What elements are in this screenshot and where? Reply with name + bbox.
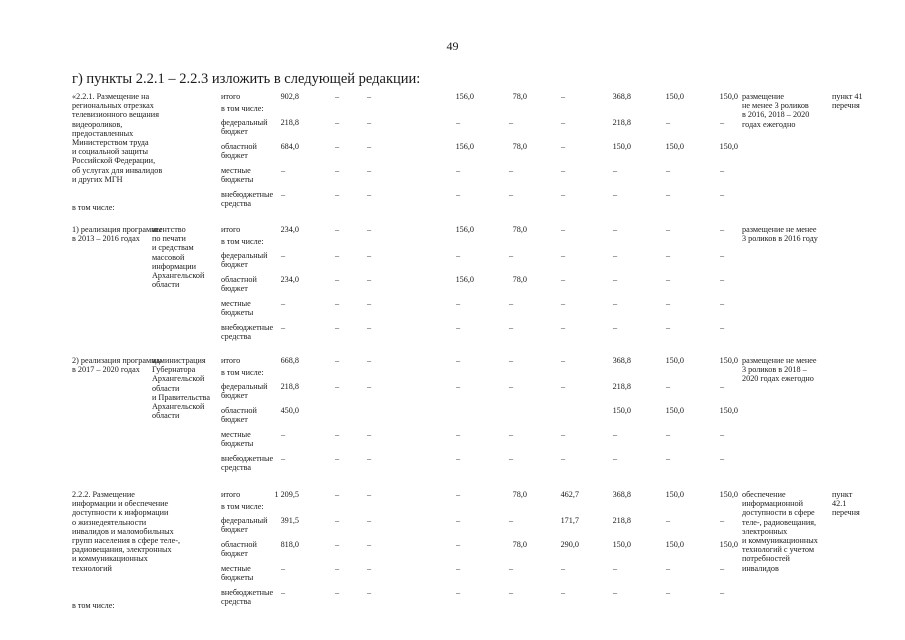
funding-value: –: [612, 166, 618, 175]
funding-value: 218,8: [280, 118, 299, 127]
funding-value: 150,0: [719, 540, 738, 549]
funding-source-label: местные бюджеты: [221, 166, 254, 185]
funding-value: –: [612, 275, 618, 284]
funding-value: –: [719, 118, 725, 127]
funding-value: 156,0: [455, 225, 474, 234]
funding-value: –: [560, 454, 566, 463]
funding-value: –: [719, 166, 725, 175]
funding-value: –: [334, 516, 340, 525]
funding-value: –: [366, 323, 372, 332]
funding-value: –: [719, 516, 725, 525]
funding-value: 78,0: [512, 142, 527, 151]
funding-value: –: [560, 588, 566, 597]
funding-value: –: [334, 430, 340, 439]
funding-value: 818,0: [280, 540, 299, 549]
funding-value: –: [334, 540, 340, 549]
funding-value: 150,0: [665, 356, 684, 365]
expected-result: обеспечение информационной доступности в сфере теле-, радиовещания, электронных и коммуникационных технологий с учетом потребностей инвалидов: [742, 490, 818, 573]
funding-value: –: [560, 275, 566, 284]
funding-value: –: [665, 275, 671, 284]
funding-value: –: [455, 166, 461, 175]
funding-value: –: [560, 190, 566, 199]
funding-value: –: [366, 564, 372, 573]
funding-value: –: [366, 142, 372, 151]
funding-value: –: [719, 251, 725, 260]
funding-source-label: внебюджетные средства: [221, 190, 274, 209]
funding-source-label: итого: [221, 225, 241, 234]
funding-source-label: внебюджетные средства: [221, 454, 274, 473]
funding-value: –: [665, 225, 671, 234]
funding-value: 150,0: [719, 356, 738, 365]
funding-source-label: федеральный бюджет: [221, 516, 268, 535]
expected-result: размещение не менее 3 роликов в 2018 – 2020 годах ежегодно: [742, 356, 817, 384]
funding-value: 78,0: [512, 275, 527, 284]
funding-value: 150,0: [665, 540, 684, 549]
funding-value: –: [665, 299, 671, 308]
funding-value: –: [508, 118, 514, 127]
funding-value: –: [612, 299, 618, 308]
funding-value: –: [455, 564, 461, 573]
row-description: «2.2.1. Размещение на региональных отрезках телевизионного вещания видеороликов, предоставленных Министерством труда и социальной защиты Российской Федерации, об услугах для инвалидов и других МГН: [72, 92, 163, 184]
funding-value: –: [560, 251, 566, 260]
funding-value: –: [560, 92, 566, 101]
funding-value: –: [508, 166, 514, 175]
funding-value: –: [612, 251, 618, 260]
funding-source-label: в том числе:: [221, 368, 264, 377]
funding-value: 234,0: [280, 225, 299, 234]
funding-value: –: [455, 356, 461, 365]
funding-value: –: [366, 166, 372, 175]
funding-value: 150,0: [612, 406, 631, 415]
funding-value: –: [334, 323, 340, 332]
funding-value: –: [612, 564, 618, 573]
funding-value: –: [665, 251, 671, 260]
funding-source-label: федеральный бюджет: [221, 118, 268, 137]
funding-value: –: [455, 588, 461, 597]
funding-value: –: [612, 588, 618, 597]
funding-value: –: [665, 564, 671, 573]
row-executor: администрация Губернатора Архангельской области и Правительства Архангельской области: [152, 356, 210, 421]
funding-value: 368,8: [612, 490, 631, 499]
funding-value: –: [455, 430, 461, 439]
funding-value: –: [280, 299, 286, 308]
funding-value: –: [508, 564, 514, 573]
funding-value: –: [665, 382, 671, 391]
funding-value: –: [719, 430, 725, 439]
row-subheading: в том числе:: [72, 601, 115, 610]
funding-value: 218,8: [280, 382, 299, 391]
funding-value: –: [334, 190, 340, 199]
funding-value: –: [334, 142, 340, 151]
funding-value: 218,8: [612, 382, 631, 391]
funding-value: –: [334, 588, 340, 597]
funding-value: 150,0: [665, 92, 684, 101]
funding-value: –: [665, 588, 671, 597]
funding-value: –: [455, 118, 461, 127]
funding-value: –: [612, 323, 618, 332]
funding-source-label: областной бюджет: [221, 406, 257, 425]
funding-value: –: [455, 323, 461, 332]
funding-value: –: [334, 166, 340, 175]
funding-value: –: [665, 430, 671, 439]
funding-value: –: [334, 490, 340, 499]
funding-value: –: [334, 92, 340, 101]
funding-value: –: [280, 166, 286, 175]
funding-value: 150,0: [719, 490, 738, 499]
funding-source-label: областной бюджет: [221, 275, 257, 294]
funding-source-label: итого: [221, 490, 241, 499]
row-description: 2) реализация программы в 2017 – 2020 годах: [72, 356, 162, 375]
funding-value: –: [334, 299, 340, 308]
funding-source-label: федеральный бюджет: [221, 251, 268, 270]
row-description: 2.2.2. Размещение информации и обеспечение доступности к информации о жизнедеятельности инвалидов и маломобильных групп населения в сфере теле-, радиовещания, электронных и коммуникационных технологий: [72, 490, 180, 573]
funding-value: –: [366, 190, 372, 199]
funding-value: –: [280, 430, 286, 439]
funding-source-label: местные бюджеты: [221, 430, 254, 449]
funding-value: –: [455, 540, 461, 549]
funding-value: 391,5: [280, 516, 299, 525]
page-number: 49: [446, 39, 459, 53]
funding-source-label: в том числе:: [221, 237, 264, 246]
funding-value: 150,0: [665, 490, 684, 499]
funding-value: –: [280, 190, 286, 199]
funding-value: –: [719, 225, 725, 234]
funding-value: –: [560, 142, 566, 151]
funding-value: –: [560, 323, 566, 332]
funding-value: –: [366, 275, 372, 284]
funding-value: –: [455, 382, 461, 391]
funding-value: 218,8: [612, 516, 631, 525]
funding-value: –: [719, 190, 725, 199]
funding-value: –: [455, 454, 461, 463]
funding-value: –: [366, 430, 372, 439]
funding-value: –: [508, 323, 514, 332]
funding-value: –: [719, 299, 725, 308]
funding-value: –: [719, 275, 725, 284]
funding-value: –: [455, 490, 461, 499]
funding-value: –: [719, 382, 725, 391]
funding-value: –: [366, 118, 372, 127]
funding-source-label: областной бюджет: [221, 540, 257, 559]
funding-value: 150,0: [719, 92, 738, 101]
funding-value: –: [560, 166, 566, 175]
funding-value: 78,0: [512, 490, 527, 499]
funding-value: –: [508, 190, 514, 199]
funding-value: –: [366, 454, 372, 463]
row-description: 1) реализация программы в 2013 – 2016 годах: [72, 225, 162, 244]
funding-source-label: внебюджетные средства: [221, 588, 274, 607]
funding-value: 368,8: [612, 92, 631, 101]
funding-value: –: [366, 251, 372, 260]
funding-value: –: [508, 588, 514, 597]
funding-value: –: [560, 382, 566, 391]
funding-value: –: [508, 299, 514, 308]
section-heading: г) пункты 2.2.1 – 2.2.3 изложить в следующей редакции:: [72, 71, 421, 87]
funding-source-label: внебюджетные средства: [221, 323, 274, 342]
funding-value: –: [366, 299, 372, 308]
funding-value: –: [665, 190, 671, 199]
funding-value: –: [612, 454, 618, 463]
funding-value: 218,8: [612, 118, 631, 127]
funding-value: –: [334, 356, 340, 365]
funding-value: –: [280, 588, 286, 597]
funding-value: –: [334, 454, 340, 463]
funding-value: –: [665, 516, 671, 525]
list-reference: пункт 42.1 перечня: [832, 490, 860, 518]
funding-value: –: [560, 118, 566, 127]
funding-value: –: [455, 299, 461, 308]
funding-value: 150,0: [719, 406, 738, 415]
row-executor: агентство по печати и средствам массовой информации Архангельской области: [152, 225, 205, 290]
funding-value: 156,0: [455, 275, 474, 284]
funding-value: –: [366, 540, 372, 549]
funding-value: 462,7: [560, 490, 579, 499]
funding-value: –: [455, 190, 461, 199]
funding-value: –: [560, 564, 566, 573]
funding-source-label: областной бюджет: [221, 142, 257, 161]
funding-value: –: [366, 225, 372, 234]
funding-value: –: [560, 225, 566, 234]
funding-value: –: [366, 588, 372, 597]
funding-value: 150,0: [665, 406, 684, 415]
funding-value: 78,0: [512, 92, 527, 101]
funding-value: –: [665, 166, 671, 175]
funding-source-label: местные бюджеты: [221, 299, 254, 318]
funding-value: –: [719, 564, 725, 573]
funding-value: –: [334, 382, 340, 391]
funding-value: –: [665, 323, 671, 332]
funding-value: –: [334, 275, 340, 284]
funding-value: –: [455, 516, 461, 525]
funding-value: –: [560, 356, 566, 365]
funding-value: –: [665, 454, 671, 463]
funding-value: 290,0: [560, 540, 579, 549]
funding-value: –: [612, 190, 618, 199]
funding-value: –: [366, 382, 372, 391]
funding-value: –: [612, 430, 618, 439]
funding-value: –: [366, 92, 372, 101]
funding-value: 156,0: [455, 142, 474, 151]
funding-source-label: федеральный бюджет: [221, 382, 268, 401]
funding-value: –: [508, 251, 514, 260]
funding-value: –: [508, 356, 514, 365]
funding-value: –: [280, 251, 286, 260]
funding-value: –: [455, 251, 461, 260]
expected-result: размещение не менее 3 роликов в 2016, 2018 – 2020 годах ежегодно: [742, 92, 810, 129]
funding-value: –: [334, 564, 340, 573]
funding-value: –: [280, 454, 286, 463]
funding-value: –: [334, 118, 340, 127]
funding-value: 150,0: [612, 540, 631, 549]
funding-value: 150,0: [665, 142, 684, 151]
funding-value: –: [719, 588, 725, 597]
funding-value: 684,0: [280, 142, 299, 151]
funding-value: 368,8: [612, 356, 631, 365]
list-reference: пункт 41 перечня: [832, 92, 863, 111]
funding-value: 450,0: [280, 406, 299, 415]
funding-source-label: в том числе:: [221, 502, 264, 511]
funding-value: –: [560, 430, 566, 439]
funding-value: 1 209,5: [274, 490, 299, 499]
funding-value: 171,7: [560, 516, 579, 525]
funding-value: –: [366, 356, 372, 365]
funding-value: 668,8: [280, 356, 299, 365]
funding-value: 150,0: [719, 142, 738, 151]
funding-value: –: [719, 323, 725, 332]
funding-value: –: [334, 251, 340, 260]
funding-source-label: итого: [221, 92, 241, 101]
funding-value: –: [612, 225, 618, 234]
funding-value: 156,0: [455, 92, 474, 101]
funding-value: –: [280, 564, 286, 573]
funding-value: –: [508, 430, 514, 439]
funding-value: –: [665, 118, 671, 127]
funding-value: 150,0: [612, 142, 631, 151]
funding-value: 78,0: [512, 540, 527, 549]
funding-value: –: [719, 454, 725, 463]
expected-result: размещение не менее 3 роликов в 2016 году: [742, 225, 818, 244]
funding-value: –: [280, 323, 286, 332]
funding-value: –: [508, 454, 514, 463]
funding-value: –: [334, 225, 340, 234]
funding-value: –: [560, 299, 566, 308]
funding-value: 902,8: [280, 92, 299, 101]
funding-source-label: в том числе:: [221, 104, 264, 113]
funding-value: 234,0: [280, 275, 299, 284]
funding-source-label: итого: [221, 356, 241, 365]
row-subheading: в том числе:: [72, 203, 115, 212]
funding-value: 78,0: [512, 225, 527, 234]
funding-value: –: [366, 490, 372, 499]
funding-source-label: местные бюджеты: [221, 564, 254, 583]
funding-value: –: [366, 516, 372, 525]
funding-value: –: [508, 516, 514, 525]
funding-value: –: [508, 382, 514, 391]
